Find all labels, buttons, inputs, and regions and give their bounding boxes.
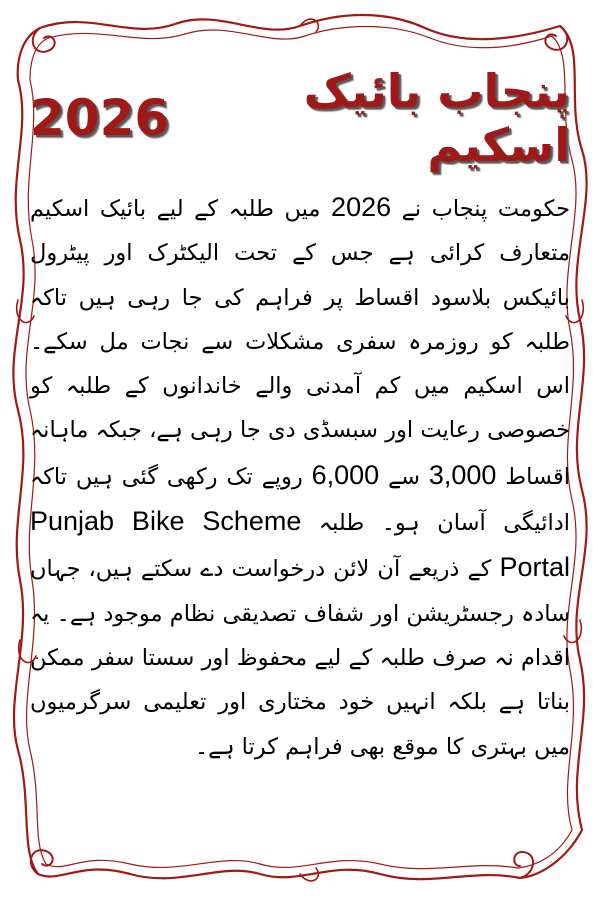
body-year: 2026 bbox=[331, 192, 392, 222]
amount-low: 3,000 bbox=[428, 459, 497, 490]
portal-name: Punjab Bike Scheme Portal bbox=[30, 506, 571, 583]
body-part-2: میں طلبہ کے لیے بائیک اسکیم متعارف کرائی ہے جس کے تحت الیکٹرک اور پیٹرول بائیکس بلاسود اقساط پر فراہم کی جا رہی ہیں تاکہ طلبہ کو روزمرہ سفری مشکلات سے نجات مل سکے۔ اس اسکیم میں کم آمدنی والے خاندانوں کے طلبہ کو خصوصی رعایت اور سبسڈی دی جا رہی ہے، جبکہ ماہانہ اقساط bbox=[30, 196, 571, 490]
body-part-5: کے ذریعے آن لائن درخواست دے سکتے ہیں، جہاں سادہ رجسٹریشن اور شفاف تصدیقی نظام موجود ہے۔ یہ اقدام نہ صرف طلبہ کے لیے محفوظ اور سستا سفر ممکن بناتا ہے بلکہ انہیں خود مختاری اور تعلیمی سرگرمیوں میں بہتری کا موقع بھی فراہم کرتا ہے۔ bbox=[30, 556, 570, 760]
body-part-3: سے bbox=[387, 463, 421, 490]
page-title bbox=[30, 63, 570, 172]
title-urdu: پنجاب بائیک اسکیم bbox=[303, 63, 570, 172]
body-part-1: حکومت پنجاب نے bbox=[401, 196, 571, 222]
article bbox=[30, 60, 570, 850]
body-part-4: روپے تک رکھی گئی ہیں تاکہ ادائیگی آسان ہو۔ طلبہ bbox=[30, 463, 570, 537]
article-body bbox=[30, 185, 570, 769]
title-year: 2026 bbox=[30, 88, 170, 147]
amount-high: 6,000 bbox=[311, 459, 380, 490]
